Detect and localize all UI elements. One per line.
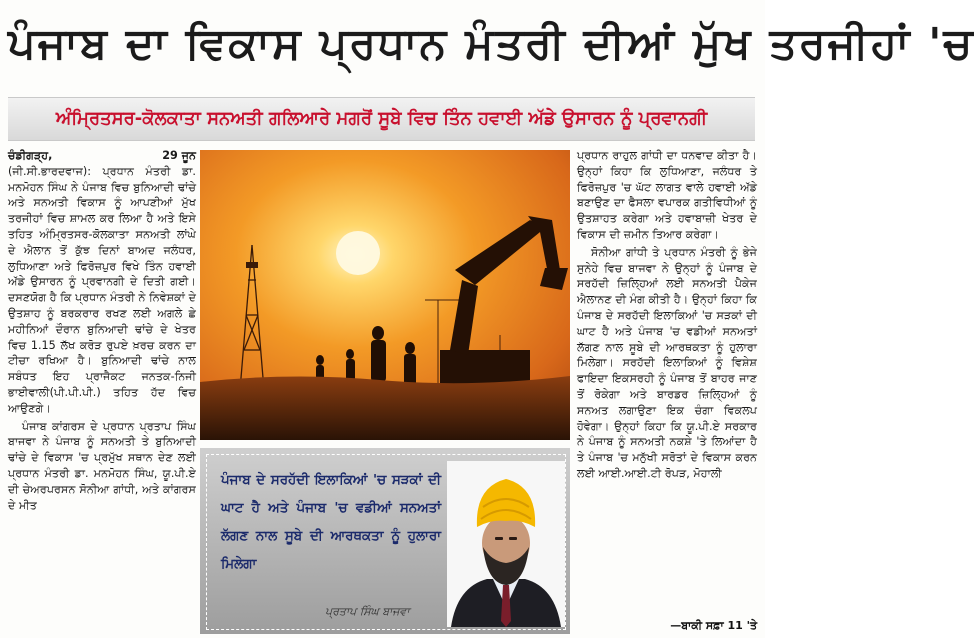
sunset-construction-photo bbox=[200, 150, 570, 440]
dateline-date: 29 ਜੂਨ bbox=[162, 149, 196, 162]
continued-note: —ਬਾਕੀ ਸਫ਼ਾ 11 'ਤੇ bbox=[670, 619, 757, 632]
paragraph: ਪ੍ਰਧਾਨ ਰਾਹੁਲ ਗਾਂਧੀ ਦਾ ਧਨਵਾਦ ਕੀਤਾ ਹੈ। ਉਨ੍ਹਾਂ ਕਿਹਾ ਕਿ ਲੁਧਿਆਣਾ, ਜਲੰਧਰ ਤੇ ਫਿਰੋਜ਼ਪੁਰ 'ਚ ਘੱਟ ਲਾਗਤ ਵਾਲੇ ਹਵਾਈ ਅੱਡੇ ਬਣਾਉਣ ਦਾ ਫੈਸਲਾ ਵਪਾਰਕ ਗਤੀਵਿਧੀਆਂ ਨੂੰ ਉਤਸ਼ਾਹਤ ਕਰੇਗਾ ਅਤੇ ਹਵਾਬਾਜ਼ੀ ਖੇਤਰ ਦੇ ਵਿਕਾਸ ਦੀ ਜ਼ਮੀਨ ਤਿਆਰ ਕਰੇਗਾ। bbox=[577, 149, 757, 241]
pull-quote-author: ਪ੍ਰਤਾਪ ਸਿੰਘ ਬਾਜਵਾ bbox=[325, 605, 410, 618]
pull-quote-box bbox=[200, 448, 570, 634]
portrait-photo bbox=[447, 461, 565, 627]
dateline bbox=[8, 148, 196, 164]
paragraph: ਪੰਜਾਬ ਕਾਂਗਰਸ ਦੇ ਪ੍ਰਧਾਨ ਪ੍ਰਤਾਪ ਸਿੰਘ ਬਾਜਵਾ ਨੇ ਪੰਜਾਬ ਨੂੰ ਸਨਅਤੀ ਤੇ ਬੁਨਿਆਦੀ ਢਾਂਚੇ ਦੇ ਵਿਕਾਸ 'ਚ ਪ੍ਰਮੁੱਖ ਸਥਾਨ ਦੇਣ ਲਈ ਪ੍ਰਧਾਨ ਮੰਤਰੀ ਡਾ. ਮਨਮੋਹਨ ਸਿੰਘ, ਯੂ.ਪੀ.ਏ ਦੀ ਚੇਅਰਪਰਸਨ ਸੋਨੀਆ ਗਾਂਧੀ, ਅਤੇ ਕਾਂਗਰਸ ਦੇ ਮੀਤ bbox=[8, 419, 196, 512]
subheadline: ਅੰਮ੍ਰਿਤਸਰ-ਕੋਲਕਾਤਾ ਸਨਅਤੀ ਗਲਿਆਰੇ ਮਗਰੋਂ ਸੂਬੇ ਵਿਚ ਤਿੰਨ ਹਵਾਈ ਅੱਡੇ ਉਸਾਰਨ ਨੂੰ ਪ੍ਰਵਾਨਗੀ bbox=[8, 97, 755, 141]
dateline-place: ਚੰਡੀਗੜ੍ਹ, bbox=[8, 149, 53, 162]
headline: ਪੰਜਾਬ ਦਾ ਵਿਕਾਸ ਪ੍ਰਧਾਨ ਮੰਤਰੀ ਦੀਆਂ ਮੁੱਖ ਤਰਜੀਹਾਂ 'ਚ bbox=[8, 19, 974, 69]
paragraph: (ਜੀ.ਸੀ.ਭਾਰਦਵਾਜ): ਪ੍ਰਧਾਨ ਮੰਤਰੀ ਡਾ. ਮਨਮੋਹਨ ਸਿੰਘ ਨੇ ਪੰਜਾਬ ਵਿਚ ਬੁਨਿਆਦੀ ਢਾਂਚੇ ਅਤੇ ਸਨਅਤੀ ਵਿਕਾਸ ਨੂੰ ਆਪਣੀਆਂ ਮੁੱਖ ਤਰਜੀਹਾਂ ਵਿਚ ਸ਼ਾਮਲ ਕਰ ਲਿਆ ਹੈ ਅਤੇ ਇਸੇ ਤਹਿਤ ਅੰਮ੍ਰਿਤਸਰ-ਕੋਲਕਾਤਾ ਸਨਅਤੀ ਲਾਂਘੇ ਦੇ ਐਲਾਨ ਤੋਂ ਕੁੱਝ ਦਿਨਾਂ ਬਾਅਦ ਜਲੰਧਰ, ਲੁਧਿਆਣਾ ਅਤੇ ਫਿਰੋਜ਼ਪੁਰ ਵਿਖੇ ਤਿੰਨ ਹਵਾਈ ਅੱਡੇ ਉਸਾਰਨ ਨੂੰ ਪ੍ਰਵਾਨਗੀ ਦੇ ਦਿਤੀ ਗਈ। ਦਸਣਯੋਗ ਹੈ ਕਿ ਪ੍ਰਧਾਨ ਮੰਤਰੀ ਨੇ ਨਿਵੇਸ਼ਕਾਂ ਦੇ ਉਤਸ਼ਾਹ ਨੂੰ ਬਰਕਰਾਰ ਰਖਣ ਲਈ ਅਗਲੇ ਛੇ ਮਹੀਨਿਆਂ ਦੌਰਾਨ ਬੁਨਿਆਦੀ ਢਾਂਚੇ ਦੇ ਖੇਤਰ ਵਿਚ 1.15 ਲੱਖ ਕਰੋੜ ਰੁਪਏ ਖ਼ਰਚ ਕਰਨ ਦਾ ਟੀਚਾ ਰਖਿਆ ਹੈ। ਬੁਨਿਆਦੀ ਢਾਂਚੇ ਨਾਲ ਸਬੰਧਤ ਇਹ ਪ੍ਰਾਜੈਕਟ ਜਨਤਕ-ਨਿਜੀ ਭਾਈਵਾਲੀ(ਪੀ.ਪੀ.ਪੀ.) ਤਹਿਤ ਹੱਦ ਵਿਚ ਆਉਣਗੇ। bbox=[8, 164, 196, 415]
paragraph: ਸੋਨੀਆ ਗਾਂਧੀ ਤੇ ਪ੍ਰਧਾਨ ਮੰਤਰੀ ਨੂੰ ਭੇਜੇ ਸੁਨੇਹੇ ਵਿਚ ਬਾਜਵਾ ਨੇ ਉਨ੍ਹਾਂ ਨੂੰ ਪੰਜਾਬ ਦੇ ਸਰਹੱਦੀ ਜ਼ਿਲ੍ਹਿਆਂ ਲਈ ਸਨਅਤੀ ਪੈਕੇਜ ਐਲਾਨਣ ਦੀ ਮੰਗ ਕੀਤੀ ਹੈ। ਉਨ੍ਹਾਂ ਕਿਹਾ ਕਿ ਪੰਜਾਬ ਦੇ ਸਰਹੱਦੀ ਇਲਾਕਿਆਂ 'ਚ ਸੜਕਾਂ ਦੀ ਘਾਟ ਹੈ ਅਤੇ ਪੰਜਾਬ 'ਚ ਵਡੀਆਂ ਸਨਅਤਾਂ ਲੱਗਣ ਨਾਲ ਸੂਬੇ ਦੀ ਆਰਥਕਤਾ ਨੂੰ ਹੁਲਾਰਾ ਮਿਲੇਗਾ। ਸਰਹੱਦੀ ਇਲਾਕਿਆਂ ਨੂੰ ਵਿਸ਼ੇਸ਼ ਫਾਇਦਾ ਇਕਸਰਹੀ ਨੂੰ ਪੰਜਾਬ ਤੋਂ ਬਾਹਰ ਜਾਣ ਤੋਂ ਰੋਕੇਗਾ ਅਤੇ ਬਾਰਡਰ ਜ਼ਿਲ੍ਹਿਆਂ ਨੂੰ ਸਨਅਤ ਲਗਾਉਣਾ ਇਕ ਚੰਗਾ ਵਿਕਲਪ ਹੋਵੇਗਾ। ਉਨ੍ਹਾਂ ਕਿਹਾ ਕਿ ਯੂ.ਪੀ.ਏ ਸਰਕਾਰ ਨੇ ਪੰਜਾਬ ਨੂੰ ਸਨਅਤੀ ਨਕਸ਼ੇ 'ਤੇ ਲਿਆਂਦਾ ਹੈ ਤੇ ਪੰਜਾਬ 'ਚ ਮਨੁੱਖੀ ਸਰੋਤਾਂ ਦੇ ਵਿਕਾਸ ਕਰਨ ਲਈ ਆਈ.ਆਈ.ਟੀ ਰੋਪੜ, ਮੋਹਾਲੀ bbox=[577, 245, 757, 480]
pull-quote-text: ਪੰਜਾਬ ਦੇ ਸਰਹੱਦੀ ਇਲਾਕਿਆਂ 'ਚ ਸੜਕਾਂ ਦੀ ਘਾਟ ਹੈ ਅਤੇ ਪੰਜਾਬ 'ਚ ਵਡੀਆਂ ਸਨਅਤਾਂ ਲੱਗਣ ਨਾਲ ਸੂਬੇ ਦੀ ਆਰਥਕਤਾ ਨੂੰ ਹੁਲਾਰਾ ਮਿਲੇਗਾ bbox=[221, 473, 441, 572]
pull-quote-border bbox=[206, 454, 566, 630]
article-column-right bbox=[577, 148, 757, 618]
article-column-left bbox=[8, 148, 196, 636]
